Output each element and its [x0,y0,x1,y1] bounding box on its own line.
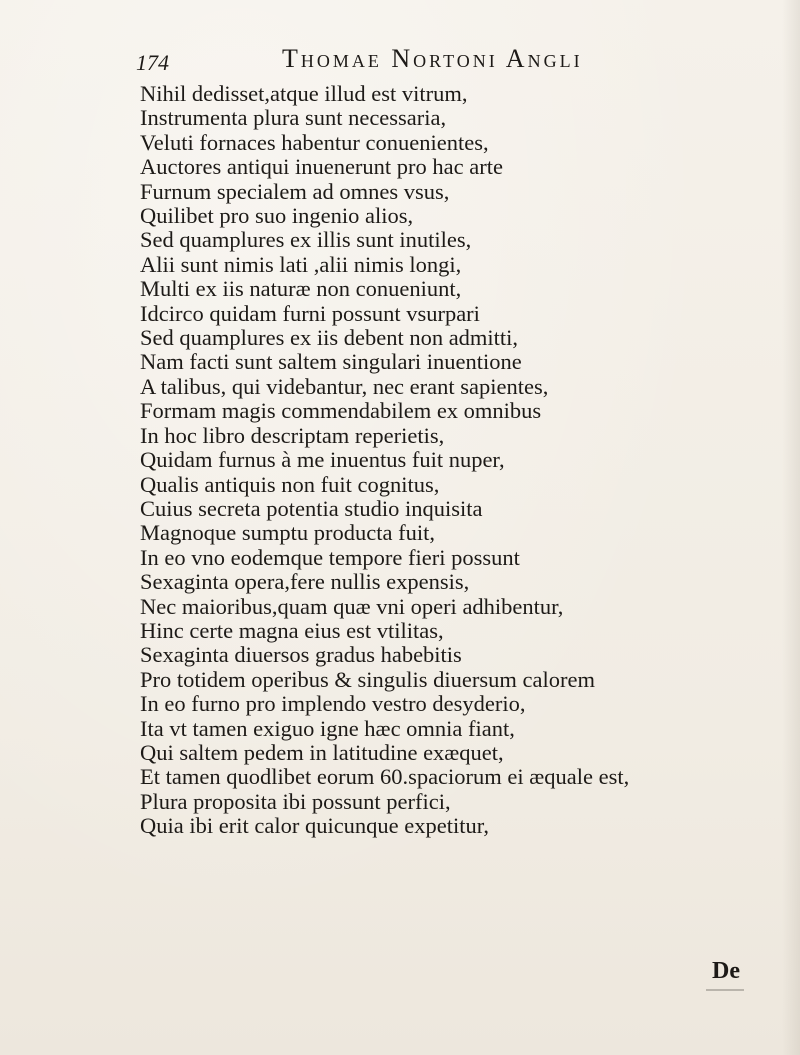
text-line: Nihil dedisset,atque illud est vitrum, [140,81,468,106]
text-line: Nec maioribus,quam quæ vni operi adhibentur, [140,593,564,619]
catchword-rule [706,989,744,991]
text-line: Sed quamplures ex iis debent non admitti, [140,325,519,351]
text-line: Nam facti sunt saltem singulari inuentione [140,349,522,375]
running-title: Thomae Nortoni Angli [282,44,583,73]
text-line: Quia ibi erit calor quicunque expetitur, [140,813,489,839]
text-line: Alii sunt nimis lati ,alii nimis longi, [140,251,462,277]
text-line: Pro totidem operibus & singulis diuersum calorem [140,666,595,692]
text-line: Sexaginta opera,fere nullis expensis, [140,569,470,595]
text-line: Magnoque sumptu producta fuit, [140,520,435,546]
text-line: Formam magis commendabilem ex omnibus [140,398,542,424]
text-line: Idcirco quidam furni possunt vsurpari [140,300,480,326]
text-line: Auctores antiqui inuenerunt pro hac arte [140,154,503,180]
page-header [136,44,656,84]
text-line: In hoc libro descriptam reperietis, [140,422,445,448]
text-line: Quidam furnus à me inuentus fuit nuper, [140,447,505,473]
text-line: Hinc certe magna eius est vtilitas, [140,617,444,643]
text-line: A talibus, qui videbantur, nec erant sapientes, [140,373,549,399]
page-number: 174 [136,50,169,75]
text-line: Multi ex iis naturæ non conueniunt, [140,276,462,302]
text-line: Plura proposita ibi possunt perfici, [140,788,451,814]
text-line: Quilibet pro suo ingenio alios, [140,203,414,229]
body-text [140,82,760,839]
text-line: Qui saltem pedem in latitudine exæquet, [140,739,504,765]
text-line: In eo furno pro implendo vestro desyderio, [140,691,526,717]
text-line: Sexaginta diuersos gradus habebitis [140,642,462,668]
page-edge-shadow [782,0,800,1055]
text-line: In eo vno eodemque tempore fieri possunt [140,544,520,570]
catchword: De [712,958,740,984]
text-line: Qualis antiquis non fuit cognitus, [140,471,440,497]
text-line: Et tamen quodlibet eorum 60.spaciorum ei æquale est, [140,764,630,790]
text-line: Ita vt tamen exiguo igne hæc omnia fiant, [140,715,515,741]
text-line: Veluti fornaces habentur conuenientes, [140,129,489,155]
text-line: Sed quamplures ex illis sunt inutiles, [140,227,472,253]
text-line: Furnum specialem ad omnes vsus, [140,178,450,204]
text-line: Instrumenta plura sunt necessaria, [140,105,447,131]
text-line: Cuius secreta potentia studio inquisita [140,495,483,521]
